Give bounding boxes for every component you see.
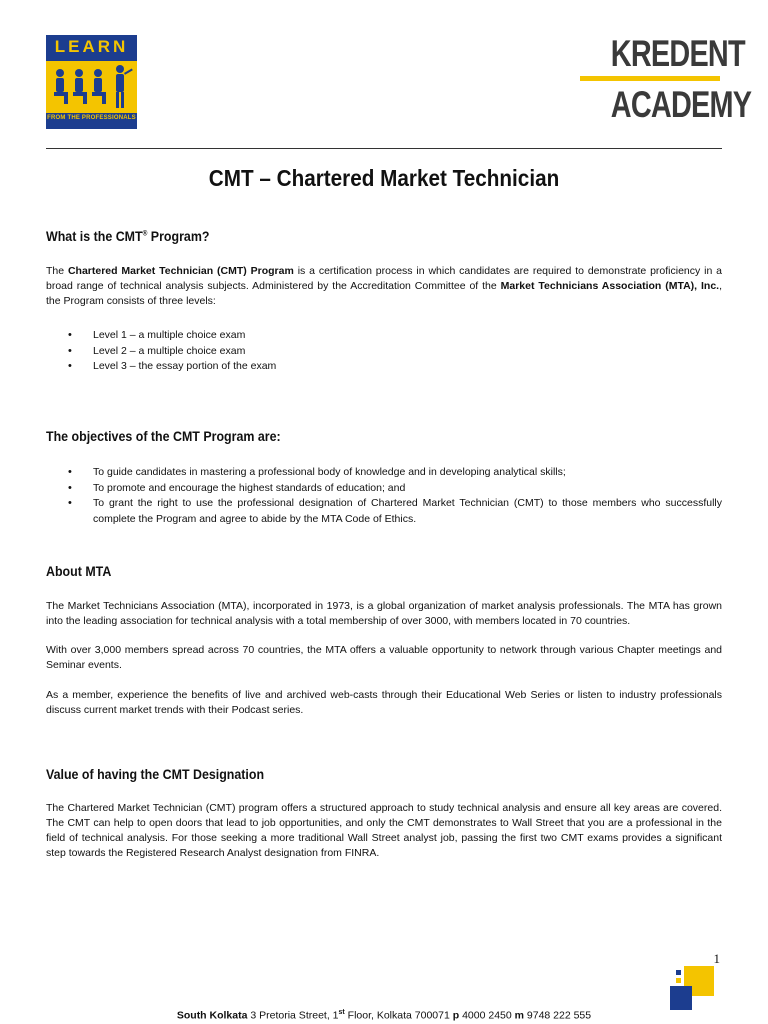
learn-from-the-professionals-logo bbox=[46, 35, 137, 129]
seated-figures-icon bbox=[46, 61, 137, 113]
intro-bold-mta: Market Technicians Association (MTA), Inc. bbox=[500, 280, 720, 292]
footer-address bbox=[0, 1009, 768, 1022]
about-mta-paragraph-2: With over 3,000 members spread across 70 countries, the MTA offers a valuable opportunity to network through various Chapter meetings and Seminar events. bbox=[46, 644, 722, 671]
kredent-footer-mark-icon bbox=[670, 966, 714, 1010]
intro-text-1: The bbox=[46, 265, 68, 277]
page-number: 1 bbox=[713, 951, 720, 966]
levels-list bbox=[46, 328, 722, 375]
kredent-logo-line2: ACADEMY bbox=[610, 84, 752, 125]
footer-address-sup: st bbox=[338, 1009, 345, 1016]
intro-text-2: is a certification process in which candidates are required to demonstrate proficiency in a broad range of technical analysis subjects. Administered by the Accreditation Committee of the bbox=[46, 265, 722, 292]
learn-logo-tagline: FROM THE PROFESSIONALS bbox=[47, 115, 136, 121]
value-of-cmt-paragraph: The Chartered Market Technician (CMT) program offers a structured approach to study technical analysis and ensure all key areas are covered. The CMT can help to open doors that lead to job opportunities, and only the CMT demonstrates to Wall Street that you are a professional in the field of technical analysis. For those seeking a more traditional Wall Street analyst job, passing the first two CMT exams provides a significant step towards the Registered Research Analyst designation from FINRA. bbox=[46, 802, 722, 859]
registered-mark: ® bbox=[142, 230, 148, 238]
footer-mobile-label: m bbox=[514, 1009, 524, 1022]
intro-text-3: , the Program consists of three levels: bbox=[46, 280, 722, 307]
heading-text: What is the CMT bbox=[46, 229, 143, 244]
about-mta-paragraph-1: The Market Technicians Association (MTA), incorporated in 1973, is a global organization of market analysis professionals. The MTA has grown into the leading association for technical analysis with a total membership of over 3000, with members located in 70 countries. bbox=[46, 600, 722, 627]
section-heading-about-mta: About MTA bbox=[46, 564, 112, 579]
kredent-logo-bar bbox=[580, 76, 720, 81]
list-item: • To guide candidates in mastering a professional body of knowledge and in developing analytical skills; bbox=[46, 465, 722, 481]
about-mta-paragraph-3: As a member, experience the benefits of live and archived web-casts through their Educational Web Series or listen to industry professionals discuss current market trends with their Podcast series. bbox=[46, 689, 722, 716]
cmt-intro-paragraph bbox=[46, 264, 722, 309]
list-item: • To promote and encourage the highest standards of education; and bbox=[46, 481, 722, 497]
section-heading-value-of-cmt: Value of having the CMT Designation bbox=[46, 767, 265, 782]
heading-tail: Program? bbox=[147, 229, 210, 244]
footer-branch: South Kolkata bbox=[176, 1009, 248, 1022]
header-divider bbox=[46, 148, 722, 149]
learn-logo-figures bbox=[46, 61, 137, 113]
list-item: • Level 3 – the essay portion of the exam bbox=[46, 359, 722, 375]
section-heading-what-is-cmt bbox=[46, 229, 209, 244]
objectives-list bbox=[46, 465, 722, 527]
list-item: • To grant the right to use the professional designation of Chartered Market Technician (CMT) to those members who successfully complete the Program and agree to abide by the MTA Code of Ethics. bbox=[46, 496, 722, 527]
intro-bold-program: Chartered Market Technician (CMT) Program bbox=[67, 265, 294, 277]
section-heading-objectives: The objectives of the CMT Program are: bbox=[46, 429, 281, 444]
list-item: • Level 1 – a multiple choice exam bbox=[46, 328, 722, 344]
list-item: • Level 2 – a multiple choice exam bbox=[46, 344, 722, 360]
footer-address-a: 3 Pretoria Street, 1 bbox=[247, 1009, 339, 1022]
page-title: CMT – Chartered Market Technician bbox=[208, 165, 560, 191]
footer-phone-label: p bbox=[452, 1009, 460, 1022]
learn-logo-word: LEARN bbox=[54, 37, 129, 56]
footer-mobile: 9748 222 555 bbox=[523, 1009, 592, 1022]
footer-phone: 4000 2450 bbox=[459, 1009, 515, 1022]
kredent-academy-logo bbox=[580, 33, 752, 130]
footer-address-b: Floor, Kolkata 700071 bbox=[344, 1009, 453, 1022]
kredent-logo-line1: KREDENT bbox=[610, 33, 745, 74]
